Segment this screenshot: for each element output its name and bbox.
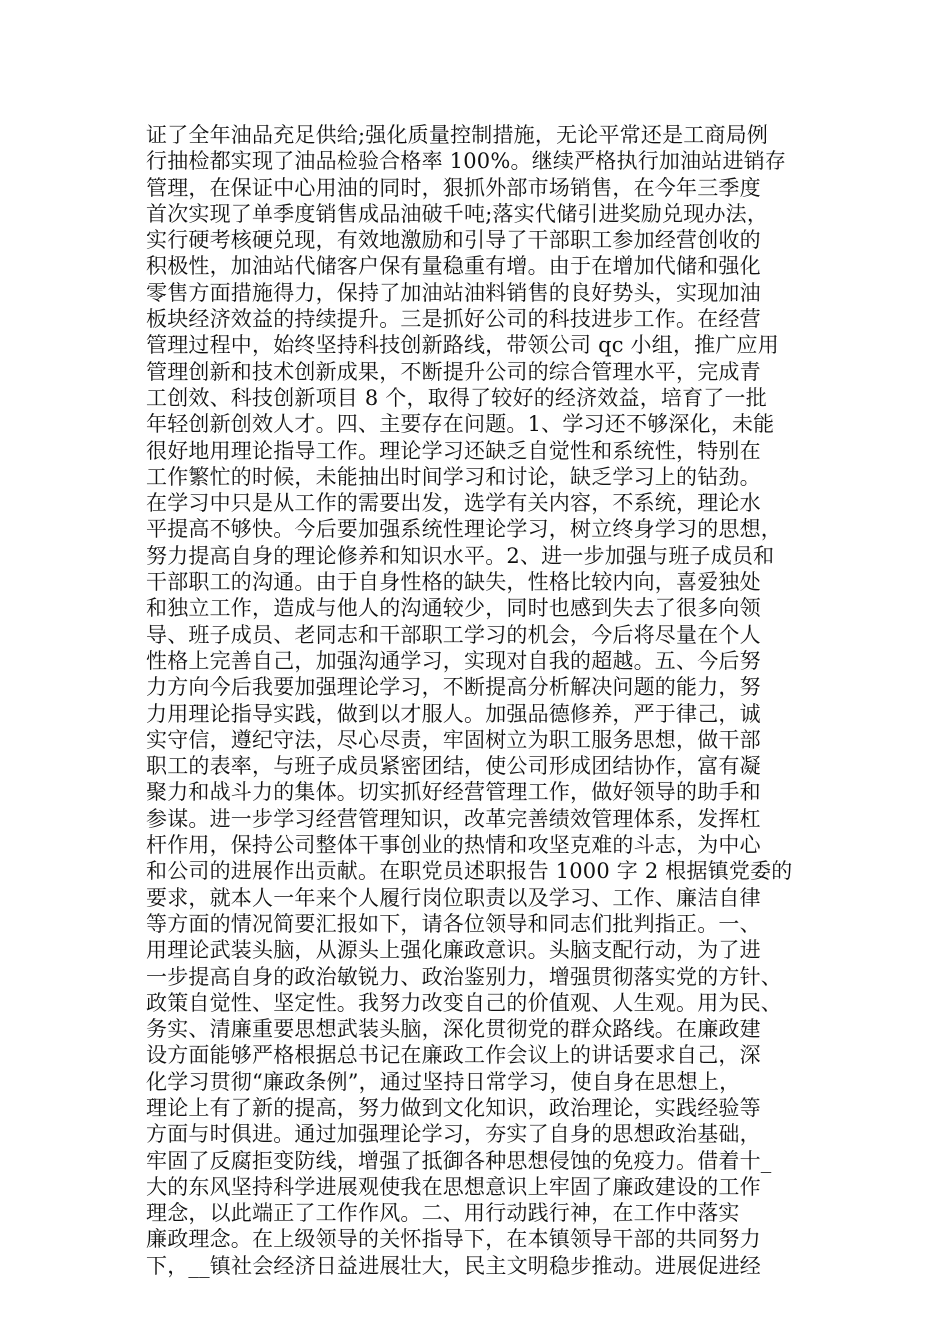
text-line: 职工的表率，与班子成员紧密团结，使公司形成团结协作，富有凝 [146,754,761,779]
text-line: 设方面能够严格根据总书记在廉政工作会议上的讲话要求自己，深 [146,1043,761,1068]
body-text [146,122,826,1279]
text-line: 化学习贯彻“廉政条例”，通过坚持日常学习，使自身在思想上， [146,1069,741,1094]
text-line: 理念，以此端正了工作作风。二、用行动践行神，在工作中落实 [146,1201,740,1226]
text-line: 实守信，遵纪守法，尽心尽责，牢固树立为职工服务思想，做干部 [146,727,761,752]
text-line: 很好地用理论指导工作。理论学习还缺乏自觉性和系统性，特别在 [146,438,761,463]
text-line: 管理过程中，始终坚持科技创新路线，带领公司 qc 小组，推广应用 [146,333,779,358]
text-line: 平提高不够快。今后要加强系统性理论学习，树立终身学习的思想， [146,517,782,542]
text-line: 用理论武装头脑，从源头上强化廉政意识。头脑支配行动，为了进 [146,938,761,963]
text-line: 和公司的进展作出贡献。在职党员述职报告 1000 字 2 根据镇党委的 [146,859,793,884]
text-line: 下，__镇社会经济日益进展壮大，民主文明稳步推动。进展促进经 [146,1253,761,1278]
text-line: 板块经济效益的持续提升。三是抓好公司的科技进步工作。在经营 [146,307,761,332]
text-line: 聚力和战斗力的集体。切实抓好经营管理工作，做好领导的助手和 [146,780,761,805]
text-line: 实行硬考核硬兑现，有效地激励和引导了干部职工参加经营创收的 [146,228,761,253]
text-line: 理论上有了新的提高，努力做到文化知识，政治理论，实践经验等 [146,1095,761,1120]
text-line: 性格上完善自己，加强沟通学习，实现对自我的超越。五、今后努 [146,648,761,673]
text-line: 管理创新和技术创新成果，不断提升公司的综合管理水平，完成青 [146,359,761,384]
text-line: 廉政理念。在上级领导的关怀指导下，在本镇领导干部的共同努力 [146,1227,761,1252]
text-line: 力方向今后我要加强理论学习，不断提高分析解决问题的能力，努 [146,675,761,700]
text-line: 工创效、科技创新项目 8 个，取得了较好的经济效益，培育了一批 [146,385,767,410]
text-line: 参谋。进一步学习经营管理知识，改革完善绩效管理体系，发挥杠 [146,806,761,831]
text-line: 要求，就本人一年来个人履行岗位职责以及学习、工作、廉洁自律 [146,885,761,910]
text-line: 等方面的情况简要汇报如下，请各位领导和同志们批判指正。一、 [146,911,761,936]
text-line: 年轻创新创效人才。四、主要存在问题。1、学习还不够深化，未能 [146,412,775,437]
text-line: 积极性，加油站代储客户保有量稳重有增。由于在增加代储和强化 [146,254,761,279]
text-line: 行抽检都实现了油品检验合格率 100%。继续严格执行加油站进销存 [146,149,787,174]
text-line: 导、班子成员、老同志和干部职工学习的机会，今后将尽量在个人 [146,622,761,647]
text-line: 大的东风坚持科学进展观使我在思想意识上牢固了廉政建设的工作 [146,1174,761,1199]
text-line: 努力提高自身的理论修养和知识水平。2、进一步加强与班子成员和 [146,543,775,568]
text-line: 管理，在保证中心用油的同时，狠抓外部市场销售，在今年三季度 [146,175,761,200]
text-line: 方面与时俱进。通过加强理论学习，夯实了自身的思想政治基础， [146,1122,761,1147]
text-line: 工作繁忙的时候，未能抽出时间学习和讨论，缺乏学习上的钻劲。 [146,464,761,489]
text-line: 杆作用，保持公司整体干事创业的热情和攻坚克难的斗志，为中心 [146,833,761,858]
text-line: 政策自觉性、坚定性。我努力改变自己的价值观、人生观。用为民、 [146,990,782,1015]
text-line: 和独立工作，造成与他人的沟通较少，同时也感到失去了很多向领 [146,596,761,621]
text-line: 首次实现了单季度销售成品油破千吨;落实代储引进奖励兑现办法， [146,201,769,226]
text-line: 务实、清廉重要思想武装头脑，深化贯彻党的群众路线。在廉政建 [146,1017,761,1042]
text-line: 证了全年油品充足供给;强化质量控制措施，无论平常还是工商局例 [146,123,769,147]
text-line: 力用理论指导实践，做到以才服人。加强品德修养，严于律己，诚 [146,701,761,726]
text-line: 一步提高自身的政治敏锐力、政治鉴别力，增强贯彻落实党的方针、 [146,964,782,989]
text-line: 零售方面措施得力，保持了加油站油料销售的良好势头，实现加油 [146,280,761,305]
text-line: 牢固了反腐拒变防线，增强了抵御各种思想侵蚀的免疫力。借着十_ [146,1148,772,1173]
text-line: 干部职工的沟通。由于自身性格的缺失，性格比较内向，喜爱独处 [146,570,761,595]
text-line: 在学习中只是从工作的需要出发，选学有关内容，不系统，理论水 [146,491,761,516]
